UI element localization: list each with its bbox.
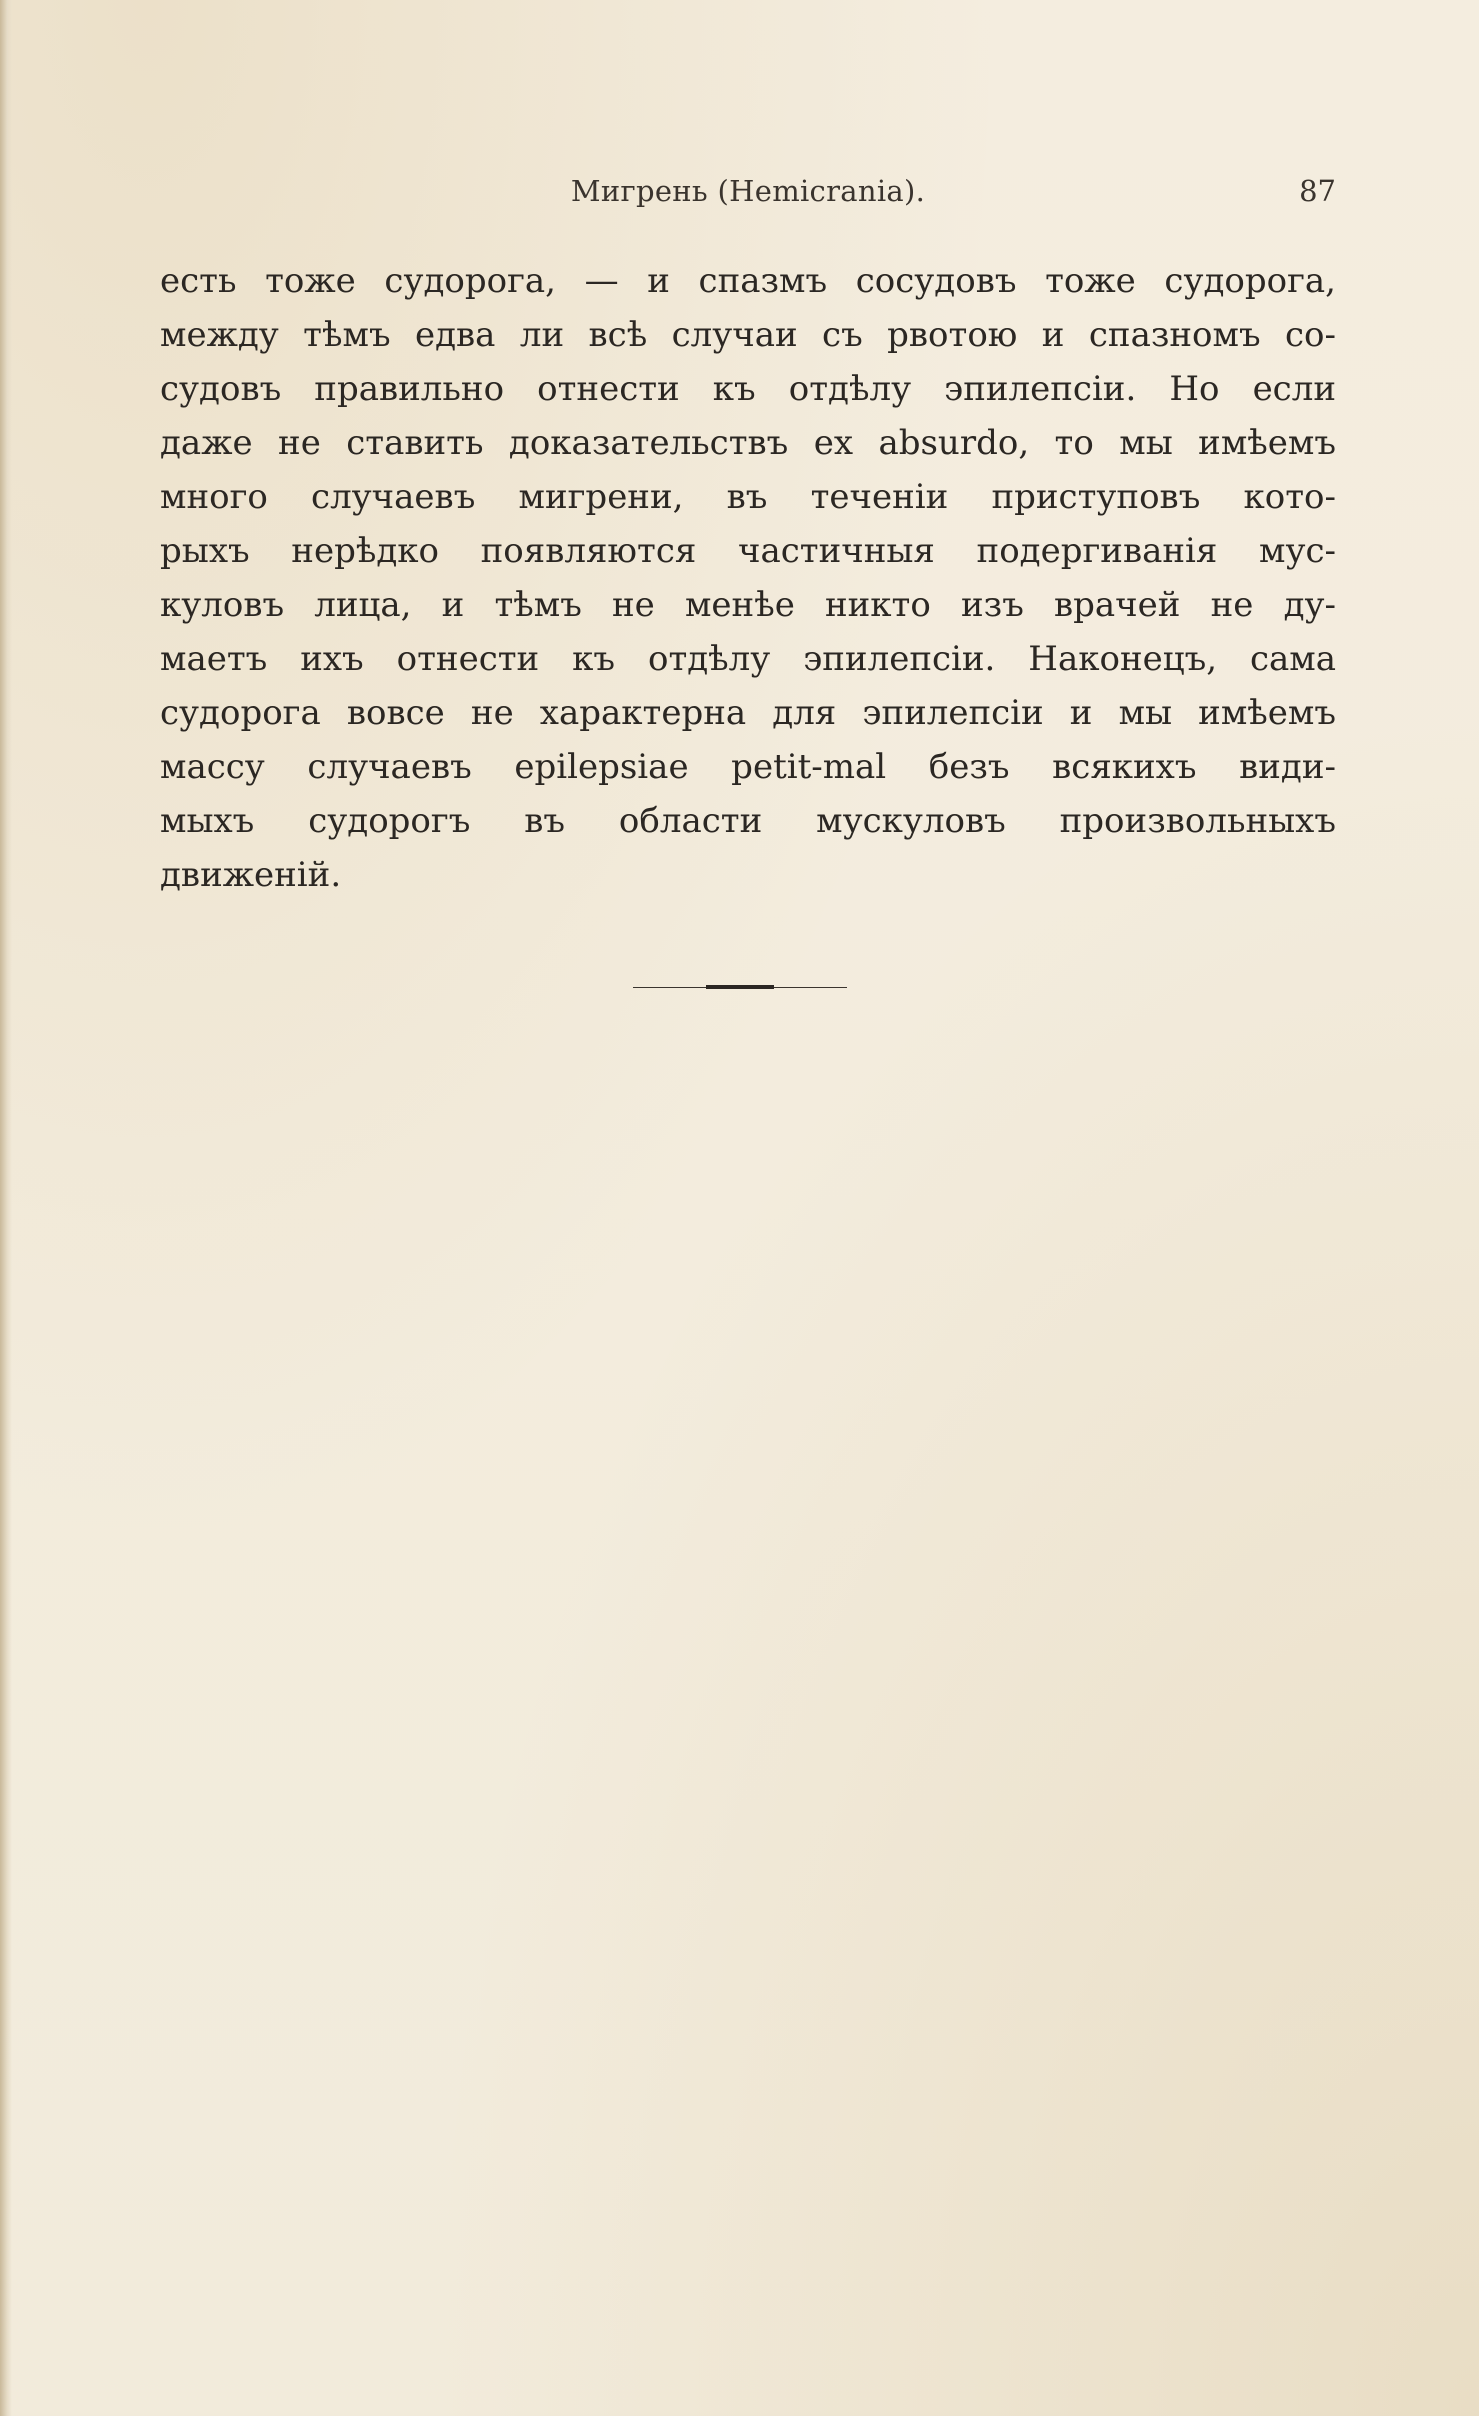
- section-end-rule: [633, 984, 847, 990]
- running-title: Мигрень (Hemicrania).: [570, 174, 926, 208]
- text-line: рыхъ нерѣдко появляются частичныя подергиванія мус-: [160, 531, 1336, 571]
- text-line: маетъ ихъ отнести къ отдѣлу эпилепсіи. Наконецъ, сама: [160, 639, 1336, 679]
- text-line-last: движеній.: [160, 855, 342, 895]
- text-line: судовъ правильно отнести къ отдѣлу эпилепсіи. Но если: [160, 369, 1336, 409]
- text-line: много случаевъ мигрени, въ теченіи приступовъ кото-: [160, 477, 1336, 517]
- text-line: массу случаевъ epilepsiae petit-mal безъ всякихъ види-: [160, 747, 1336, 787]
- text-line: даже не ставить доказательствъ ex absurdo, то мы имѣемъ: [160, 423, 1336, 463]
- text-line: между тѣмъ едва ли всѣ случаи съ рвотою и спазномъ со-: [160, 315, 1336, 355]
- page-binding-edge: [0, 0, 12, 2416]
- text-line: мыхъ судорогъ въ области мускуловъ произвольныхъ: [160, 801, 1336, 841]
- rule-thick-center: [706, 985, 774, 989]
- body-paragraph: [160, 254, 1336, 902]
- text-line: есть тоже судорога, — и спазмъ сосудовъ тоже судорога,: [160, 261, 1336, 301]
- text-line: судорога вовсе не характерна для эпилепсіи и мы имѣемъ: [160, 693, 1336, 733]
- page-header: [160, 174, 1336, 218]
- page-number: 87: [1299, 174, 1336, 208]
- text-line: куловъ лица, и тѣмъ не менѣе никто изъ врачей не ду-: [160, 585, 1336, 625]
